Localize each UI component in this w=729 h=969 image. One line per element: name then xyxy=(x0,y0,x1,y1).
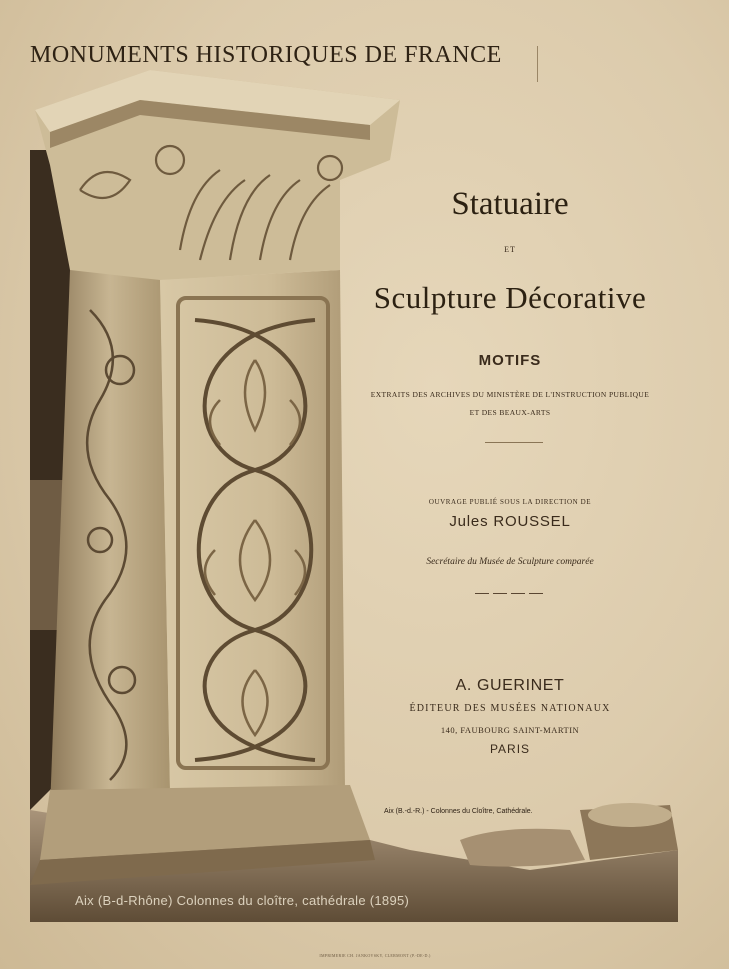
motifs-heading: MOTIFS xyxy=(478,352,542,369)
publisher-address: 140, FAUBOURG SAINT-MARTIN xyxy=(440,725,580,735)
main-title: Statuaire xyxy=(451,186,569,222)
extracts-line-2: ET DES BEAUX-ARTS xyxy=(469,408,551,417)
dashed-divider xyxy=(475,593,547,594)
publisher-city: PARIS xyxy=(489,742,531,756)
photo-caption-small: Aix (B.-d.-R.) - Colonnes du Cloître, Cathédrale. xyxy=(384,808,533,815)
author-name: Jules ROUSSEL xyxy=(449,513,571,530)
extracts-line-1: EXTRAITS DES ARCHIVES DU MINISTÈRE DE L'INSTRUCTION PUBLIQUE xyxy=(370,390,650,399)
title-conjunction: ET xyxy=(504,245,516,254)
printer-imprint: IMPRIMERIE CH. JANKOVSKY, CLERMONT (P.-DE-D.) xyxy=(319,953,431,958)
section-divider xyxy=(485,442,543,443)
direction-intro: OUVRAGE PUBLIÉ SOUS LA DIRECTION DE xyxy=(428,498,592,506)
publisher-line: ÉDITEUR DES MUSÉES NATIONAUX xyxy=(409,703,611,714)
photo-caption-embedded: Aix (B-d-Rhône) Colonnes du cloître, cathédrale (1895) xyxy=(75,893,410,908)
header-divider xyxy=(537,46,538,82)
subtitle: Sculpture Décorative xyxy=(373,280,647,315)
collection-title: MONUMENTS HISTORIQUES DE FRANCE xyxy=(30,42,502,68)
author-role: Secrétaire du Musée de Sculpture comparée xyxy=(426,557,594,567)
publisher-name: A. GUERINET xyxy=(455,677,565,694)
